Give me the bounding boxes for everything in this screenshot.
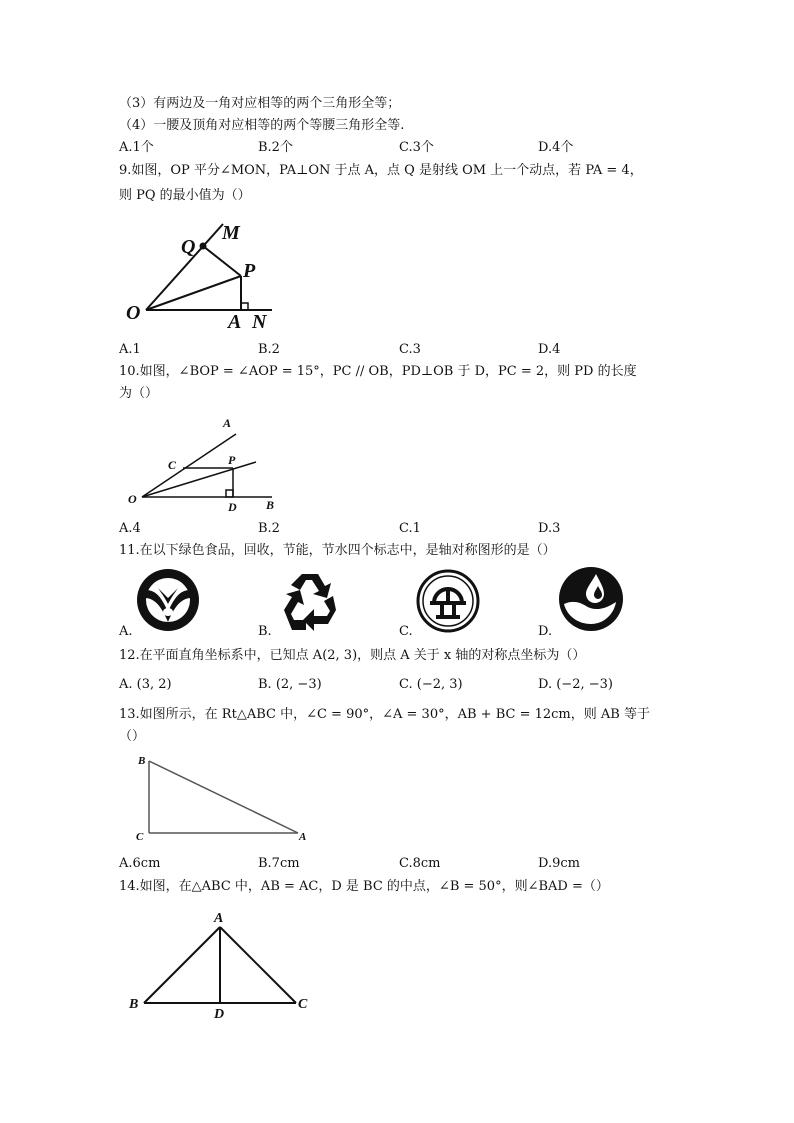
q10-label-p: P (228, 453, 236, 467)
q10-label-b: B (266, 498, 275, 512)
q10-option-b: B.2 (258, 521, 280, 536)
q14-label-c: C (298, 997, 308, 1012)
q10-figure (120, 412, 285, 517)
q9-label-n: N (252, 311, 267, 333)
q13-figure (130, 750, 320, 845)
q10-label-o: O (128, 492, 137, 506)
q9-label-o: O (126, 302, 141, 324)
q8-option-b: B.2个 (258, 140, 293, 155)
q10-label-a: A (223, 416, 232, 430)
q9-option-a: A.1 (119, 342, 141, 357)
water-saving-logo-icon (558, 566, 624, 632)
q9-stem-line1: 9.如图，OP 平分∠MON，PA⊥ON 于点 A，点 Q 是射线 OM 上一个动点，若 PA = 4， (119, 163, 643, 178)
q9-option-c: C.3 (399, 342, 421, 357)
q10-stem-line1: 10.如图，∠BOP = ∠AOP = 15°，PC // OB，PD⊥OB 于 D，PC = 2，则 PD 的长度 (119, 364, 637, 379)
q13-label-c: C (136, 831, 144, 843)
q10-option-c: C.1 (399, 521, 421, 536)
q8-option-d: D.4个 (538, 140, 574, 155)
q13-label-b: B (138, 755, 146, 767)
q12-stem: 12.在平面直角坐标系中，已知点 A(2, 3)，则点 A 关于 x 轴的对称点坐标为（） (119, 648, 586, 663)
q11-option-d: D. (538, 624, 553, 639)
q13-stem-line2: （） (119, 729, 146, 744)
q11-option-c: C. (399, 624, 413, 639)
q14-label-a: A (214, 911, 224, 926)
q12-option-a: A. (3, 2) (119, 677, 172, 692)
recycle-logo-icon (278, 570, 342, 634)
q11-option-a: A. (119, 624, 133, 639)
q14-stem: 14.如图，在△ABC 中，AB = AC，D 是 BC 的中点，∠B = 50°，则∠BAD =（） (119, 879, 609, 894)
q9-label-p: P (243, 260, 256, 282)
q9-label-m: M (222, 222, 240, 244)
q8-statement-3: （3）有两边及一角对应相等的两个三角形全等； (119, 96, 401, 111)
q10-label-c: C (168, 458, 177, 472)
q10-option-d: D.3 (538, 521, 561, 536)
q8-option-c: C.3个 (399, 140, 434, 155)
q8-statement-4: （4）一腰及顶角对应相等的两个等腰三角形全等. (119, 118, 405, 133)
q13-stem-line1: 13.如图所示，在 Rt△ABC 中，∠C = 90°，∠A = 30°，AB + BC = 12cm，则 AB 等于 (119, 707, 650, 722)
q10-option-a: A.4 (119, 521, 141, 536)
q13-label-a: A (299, 831, 307, 843)
q11-option-b: B. (258, 624, 272, 639)
green-food-logo-icon (136, 568, 200, 632)
q13-option-a: A.6cm (119, 856, 161, 871)
q8-option-a: A.1个 (119, 140, 154, 155)
q9-option-d: D.4 (538, 342, 561, 357)
q12-option-b: B. (2, −3) (258, 677, 322, 692)
q9-option-b: B.2 (258, 342, 280, 357)
q9-label-a: A (228, 311, 242, 333)
q10-label-d: D (228, 500, 237, 514)
q9-figure (120, 215, 290, 335)
q14-figure (124, 905, 319, 1025)
q13-option-b: B.7cm (258, 856, 300, 871)
q13-option-d: D.9cm (538, 856, 580, 871)
q9-label-q: Q (181, 236, 196, 258)
q12-option-c: C. (−2, 3) (399, 677, 463, 692)
q14-label-b: B (129, 997, 139, 1012)
q12-option-d: D. (−2, −3) (538, 677, 613, 692)
q13-option-c: C.8cm (399, 856, 441, 871)
energy-saving-logo-icon (416, 569, 480, 633)
q14-label-d: D (214, 1007, 225, 1022)
q9-stem-line2: 则 PQ 的最小值为（） (119, 188, 251, 203)
q10-stem-line2: 为（） (119, 386, 159, 401)
q11-stem: 11.在以下绿色食品，回收，节能，节水四个标志中，是轴对称图形的是（） (119, 543, 556, 558)
